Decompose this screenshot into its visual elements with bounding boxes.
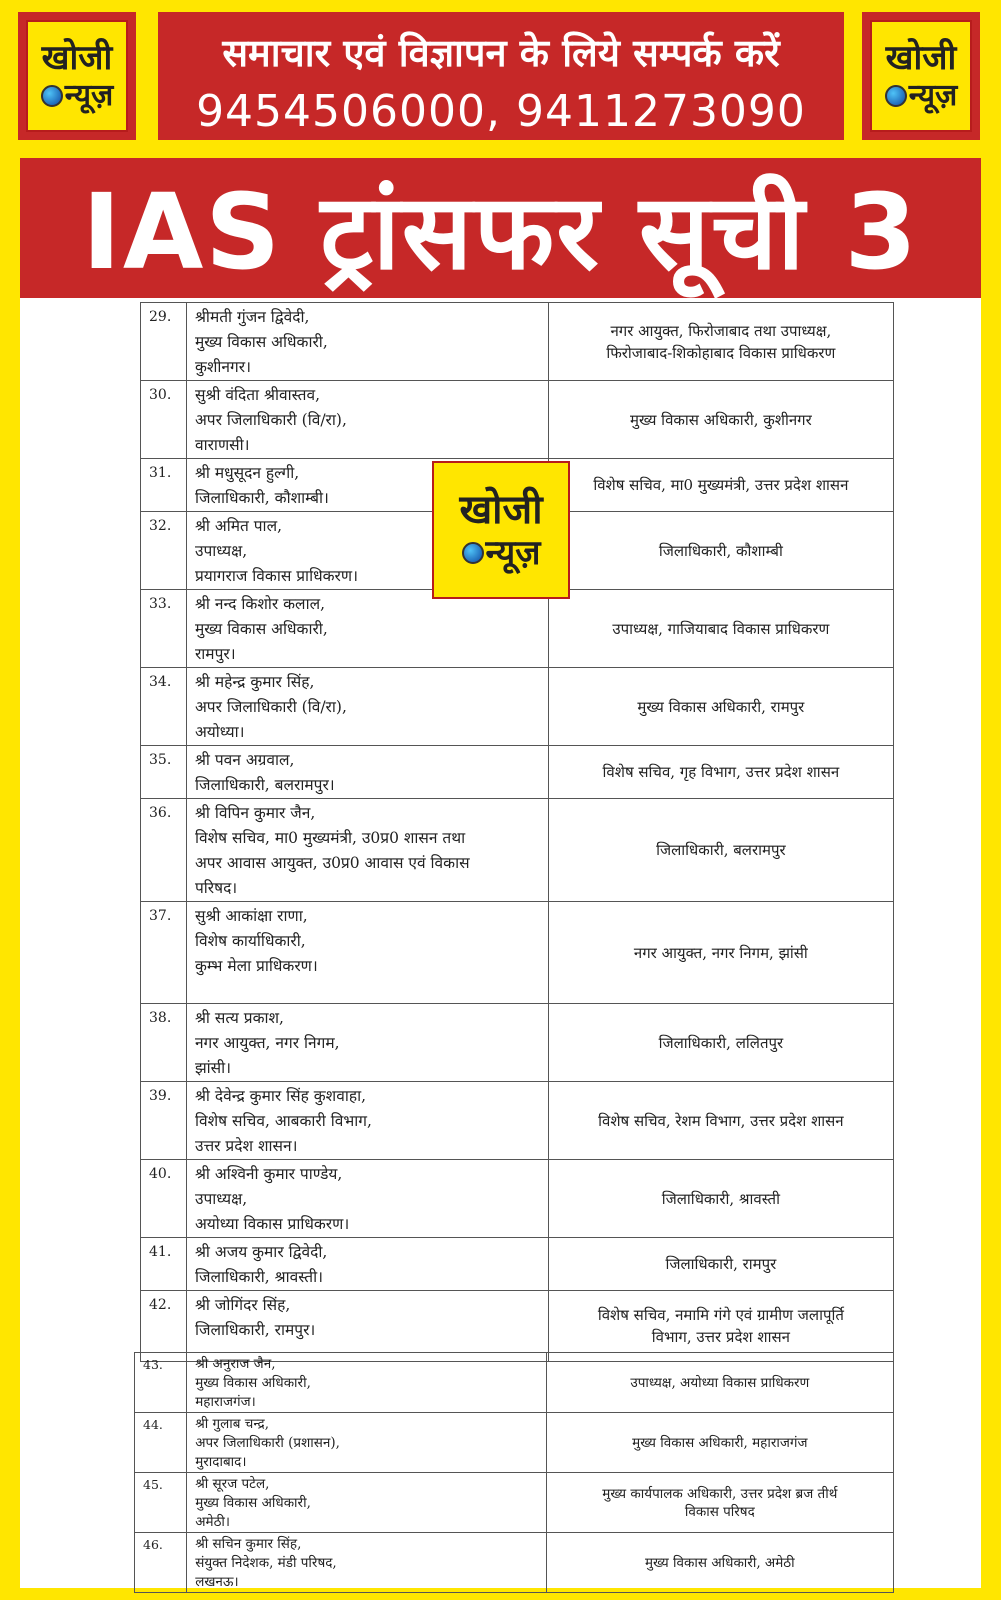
new-posting-line: फिरोजाबाद-शिकोहाबाद विकास प्राधिकरण (606, 343, 836, 362)
current-post-line: श्रीमती गुंजन द्विवेदी, (194, 308, 310, 326)
current-post-line: उत्तर प्रदेश शासन। (194, 1137, 298, 1155)
transfer-table-continued (134, 1352, 894, 1593)
current-post-line: उपाध्यक्ष, (194, 542, 248, 560)
current-post-line: लखनऊ। (195, 1574, 239, 1590)
current-post-line: श्री महेन्द्र कुमार सिंह, (194, 673, 315, 691)
new-posting-line: विकास परिषद (684, 1503, 755, 1520)
new-posting (548, 1160, 893, 1238)
table-row (135, 1533, 894, 1593)
new-posting-line: जिलाधिकारी, बलरामपुर (656, 841, 786, 859)
serial-number: 46. (135, 1533, 187, 1593)
current-post-line: वाराणसी। (194, 436, 250, 454)
new-posting-line: मुख्य विकास अधिकारी, अमेठी (644, 1554, 795, 1571)
current-post-line: जिलाधिकारी, बलरामपुर। (194, 776, 335, 794)
current-post-line: मुख्य विकास अधिकारी, (194, 333, 328, 351)
serial-number: 33. (141, 590, 187, 668)
table-row (141, 381, 894, 459)
table-row (135, 1413, 894, 1473)
new-posting (548, 668, 893, 746)
brand-name-line1: खोजी (459, 487, 543, 533)
brand-name-line2: न्यूज़ (485, 533, 541, 573)
page-title: IAS ट्रांसफर सूची 3 (82, 170, 919, 293)
current-post-line: मुरादाबाद। (195, 1454, 247, 1470)
current-post-line: परिषद। (194, 879, 238, 897)
new-posting-line: जिलाधिकारी, श्रावस्ती (661, 1189, 780, 1208)
new-posting (546, 1353, 893, 1413)
new-posting (548, 746, 893, 799)
current-post-line: श्री सचिन कुमार सिंह, (195, 1536, 302, 1552)
serial-number: 40. (141, 1160, 187, 1238)
officer-current-post (187, 1353, 546, 1413)
current-post-line: अपर जिलाधिकारी (वि/रा), (194, 698, 347, 716)
table-row (141, 746, 894, 799)
current-post-line: श्री जोगिंदर सिंह, (194, 1296, 291, 1314)
officer-current-post (186, 746, 548, 799)
new-posting-line: मुख्य विकास अधिकारी, कुशीनगर (629, 410, 812, 429)
contact-text: समाचार एवं विज्ञापन के लिये सम्पर्क करें (222, 30, 780, 75)
brand-name-line2: न्यूज़ (908, 78, 958, 113)
serial-number: 31. (141, 459, 187, 512)
serial-number: 45. (135, 1473, 187, 1533)
current-post-line: श्री अश्विनी कुमार पाण्डेय, (194, 1165, 343, 1183)
table-row (141, 799, 894, 902)
current-post-line: मुख्य विकास अधिकारी, (194, 620, 328, 638)
serial-number: 37. (141, 902, 187, 1004)
current-post-line: विशेष कार्याधिकारी, (194, 932, 306, 950)
new-posting (548, 902, 893, 1004)
current-post-line: अपर जिलाधिकारी (प्रशासन), (195, 1435, 340, 1451)
new-posting (548, 381, 893, 459)
new-posting-line: मुख्य विकास अधिकारी, रामपुर (637, 697, 805, 716)
new-posting (546, 1413, 893, 1473)
brand-name-line2: न्यूज़ (64, 78, 114, 113)
new-posting (548, 1004, 893, 1082)
table-row (141, 1160, 894, 1238)
globe-icon (41, 85, 63, 107)
new-posting-line: नगर आयुक्त, फिरोजाबाद तथा उपाध्यक्ष, (610, 321, 832, 340)
globe-icon (885, 85, 907, 107)
current-post-line: अयोध्या। (194, 723, 245, 741)
current-post-line: महाराजगंज। (195, 1394, 256, 1410)
table-row (141, 668, 894, 746)
current-post-line: मुख्य विकास अधिकारी, (195, 1375, 311, 1391)
contact-banner (158, 12, 844, 140)
serial-number: 39. (141, 1082, 187, 1160)
officer-current-post (186, 1160, 548, 1238)
new-posting (548, 1291, 893, 1362)
current-post-line: कुशीनगर। (194, 358, 251, 376)
new-posting (548, 512, 893, 590)
officer-current-post (186, 1004, 548, 1082)
new-posting-line: उपाध्यक्ष, गाजियाबाद विकास प्राधिकरण (612, 619, 830, 638)
serial-number: 38. (141, 1004, 187, 1082)
current-post-line: विशेष सचिव, आबकारी विभाग, (194, 1112, 372, 1130)
current-post-line: श्री विपिन कुमार जैन, (194, 804, 316, 822)
current-post-line: झांसी। (194, 1059, 232, 1077)
current-post-line: नगर आयुक्त, नगर निगम, (194, 1034, 340, 1052)
current-post-line: सुश्री वंदिता श्रीवास्तव, (194, 386, 321, 404)
new-posting-line: मुख्य कार्यपालक अधिकारी, उत्तर प्रदेश ब्रज तीर्थ (602, 1485, 838, 1502)
table-row (141, 1082, 894, 1160)
current-post-line: जिलाधिकारी, कौशाम्बी। (194, 489, 329, 507)
current-post-line: अयोध्या विकास प्राधिकरण। (194, 1215, 350, 1233)
brand-name-line1: खोजी (885, 38, 957, 78)
new-posting (546, 1533, 893, 1593)
table-row (141, 1291, 894, 1362)
current-post-line: श्री अनुराज जैन, (195, 1356, 276, 1372)
brand-name-line1: खोजी (41, 38, 113, 78)
table-row (141, 1004, 894, 1082)
serial-number: 35. (141, 746, 187, 799)
new-posting-line: उपाध्यक्ष, अयोध्या विकास प्राधिकरण (630, 1374, 810, 1391)
current-post-line: संयुक्त निदेशक, मंडी परिषद, (195, 1555, 337, 1571)
current-post-line: श्री नन्द किशोर कलाल, (194, 595, 326, 613)
new-posting-line: विशेष सचिव, गृह विभाग, उत्तर प्रदेश शासन (602, 763, 840, 781)
current-post-line: अमेठी। (195, 1514, 231, 1530)
current-post-line: श्री गुलाब चन्द्र, (195, 1416, 270, 1432)
current-post-line: श्री सूरज पटेल, (195, 1476, 270, 1492)
serial-number: 34. (141, 668, 187, 746)
new-posting (548, 799, 893, 902)
officer-current-post (186, 303, 548, 381)
current-post-line: जिलाधिकारी, रामपुर। (194, 1321, 316, 1339)
new-posting-line: मुख्य विकास अधिकारी, महाराजगंज (632, 1434, 808, 1451)
current-post-line: प्रयागराज विकास प्राधिकरण। (194, 567, 358, 585)
current-post-line: अपर जिलाधिकारी (वि/रा), (194, 411, 347, 429)
new-posting-line: जिलाधिकारी, कौशाम्बी (658, 541, 783, 560)
serial-number: 30. (141, 381, 187, 459)
brand-logo-left (18, 12, 136, 140)
serial-number: 43. (135, 1353, 187, 1413)
current-post-line: श्री मधुसूदन हुल्गी, (194, 464, 300, 482)
globe-icon (462, 542, 484, 564)
table-row (141, 590, 894, 668)
new-posting (548, 1238, 893, 1291)
new-posting-line: विशेष सचिव, रेशम विभाग, उत्तर प्रदेश शासन (598, 1111, 844, 1130)
table-row (141, 902, 894, 1004)
new-posting (548, 1082, 893, 1160)
new-posting (548, 459, 893, 512)
current-post-line: अपर आवास आयुक्त, उ0प्र0 आवास एवं विकास (194, 854, 470, 872)
brand-logo-center (432, 461, 570, 599)
table-row (135, 1353, 894, 1413)
officer-current-post (187, 1473, 546, 1533)
officer-current-post (187, 1413, 546, 1473)
serial-number: 32. (141, 512, 187, 590)
officer-current-post (186, 1238, 548, 1291)
new-posting-line: नगर आयुक्त, नगर निगम, झांसी (633, 943, 808, 962)
current-post-line: श्री अजय कुमार द्विवेदी, (194, 1243, 328, 1261)
officer-current-post (187, 1533, 546, 1593)
serial-number: 44. (135, 1413, 187, 1473)
title-banner (20, 158, 981, 298)
current-post-line: श्री सत्य प्रकाश, (194, 1009, 284, 1027)
serial-number: 36. (141, 799, 187, 902)
serial-number: 41. (141, 1238, 187, 1291)
officer-current-post (186, 799, 548, 902)
current-post-line: श्री अमित पाल, (194, 517, 283, 535)
new-posting-line: विभाग, उत्तर प्रदेश शासन (651, 1328, 790, 1346)
new-posting-line: जिलाधिकारी, रामपुर (665, 1255, 777, 1273)
brand-logo-right (862, 12, 980, 140)
current-post-line: मुख्य विकास अधिकारी, (195, 1495, 311, 1511)
current-post-line: विशेष सचिव, मा0 मुख्यमंत्री, उ0प्र0 शासन तथा (194, 829, 466, 847)
table-row (141, 303, 894, 381)
current-post-line: जिलाधिकारी, श्रावस्ती। (194, 1268, 324, 1286)
officer-current-post (186, 381, 548, 459)
current-post-line: श्री देवेन्द्र कुमार सिंह कुशवाहा, (194, 1087, 367, 1105)
contact-phones: 9454506000, 9411273090 (196, 86, 806, 137)
serial-number: 29. (141, 303, 187, 381)
serial-number: 42. (141, 1291, 187, 1362)
new-posting-line: विशेष सचिव, मा0 मुख्यमंत्री, उत्तर प्रदेश शासन (593, 476, 849, 494)
officer-current-post (186, 1082, 548, 1160)
current-post-line: उपाध्यक्ष, (194, 1190, 248, 1208)
current-post-line: सुश्री आकांक्षा राणा, (194, 907, 308, 925)
current-post-line: कुम्भ मेला प्राधिकरण। (194, 957, 318, 975)
table-row (141, 1238, 894, 1291)
officer-current-post (186, 902, 548, 1004)
officer-current-post (186, 668, 548, 746)
officer-current-post (186, 590, 548, 668)
new-posting-line: जिलाधिकारी, ललितपुर (658, 1033, 784, 1052)
new-posting-line: विशेष सचिव, नमामि गंगे एवं ग्रामीण जलापूर्ति (597, 1306, 844, 1324)
officer-current-post (186, 1291, 548, 1362)
new-posting (548, 303, 893, 381)
new-posting (548, 590, 893, 668)
current-post-line: रामपुर। (194, 645, 236, 663)
new-posting (546, 1473, 893, 1533)
current-post-line: श्री पवन अग्रवाल, (194, 751, 295, 769)
table-row (135, 1473, 894, 1533)
